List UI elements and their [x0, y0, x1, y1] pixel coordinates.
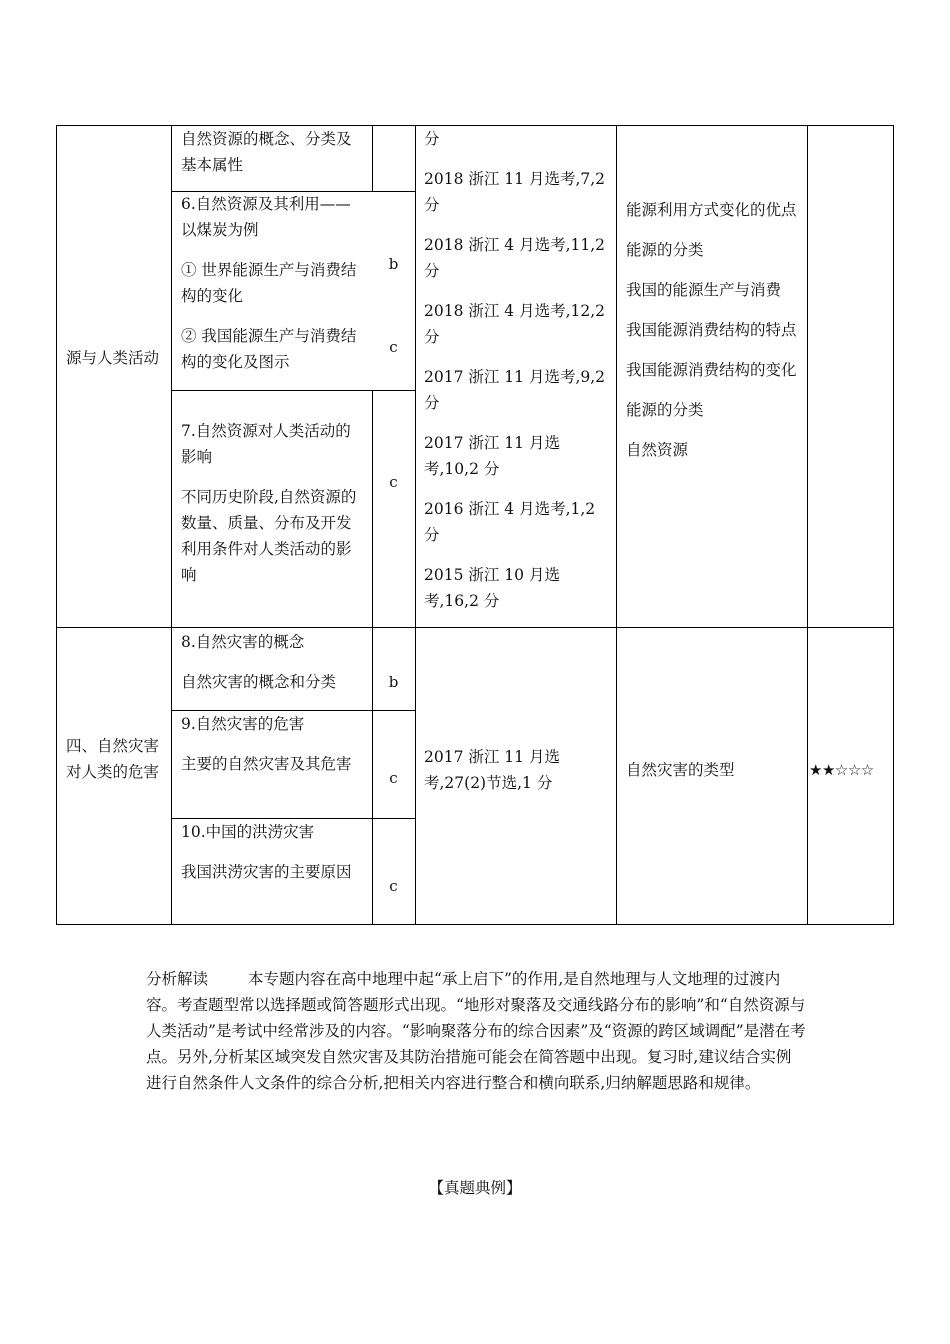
key-point: 能源的分类	[626, 401, 704, 419]
key-point: 我国的能源生产与消费	[626, 281, 782, 299]
column-divider	[807, 125, 808, 925]
item-divider	[171, 390, 415, 391]
level-badge: c	[389, 473, 398, 491]
item-cell	[181, 711, 363, 791]
level-badge: c	[389, 338, 398, 356]
difficulty-stars: ★★☆☆☆	[809, 761, 874, 779]
table-border-bottom	[56, 924, 894, 925]
level-badge: c	[389, 877, 398, 895]
key-point: 我国能源消费结构的变化	[626, 361, 797, 379]
item-detail: 不同历史阶段,自然资源的数量、质量、分布及开发利用条件对人类活动的影响	[181, 488, 357, 584]
item-title: 8.自然灾害的概念	[181, 633, 305, 651]
item-title: 自然资源的概念、分类及基本属性	[181, 130, 352, 174]
exam-entry: 2017 浙江 11 月选考,9,2 分	[424, 368, 606, 412]
item-title: 10.中国的洪涝灾害	[181, 823, 315, 841]
key-point: 能源利用方式变化的优点	[626, 201, 797, 219]
topic-cell	[66, 345, 162, 371]
item-detail: 自然灾害的概念和分类	[181, 673, 337, 691]
analysis-text: 本专题内容在高中地理中起“承上启下”的作用,是自然地理与人文地理的过渡内容。考查题型常以选择题或简答题形式出现。“地形对聚落及交通线路分布的影响”和“自然资源与人类活动”是考试中经常涉及的内容。“影响聚落分布的综合因素”及“资源的跨区域调配”是潜在考点。另外,分析某区域突发自然灾害及其防治措施可能会在简答题中出现。复习时,建议结合实例进行自然条件人文条件的综合分析,把相关内容进行整合和横向联系,归纳解题思路和规律。	[146, 970, 806, 1092]
exam-entry: 2018 浙江 4 月选考,12,2 分	[424, 302, 606, 346]
exam-entry: 2017 浙江 11 月选考,27(2)节选,1 分	[424, 748, 560, 792]
exam-entry: 分	[424, 130, 440, 148]
exam-entry: 2017 浙江 11 月选考,10,2 分	[424, 434, 560, 478]
table-border-left	[56, 125, 57, 925]
column-divider	[372, 125, 373, 191]
column-divider	[171, 125, 172, 925]
item-detail: 我国洪涝灾害的主要原因	[181, 863, 352, 881]
exam-entry: 2018 浙江 11 月选考,7,2 分	[424, 170, 606, 214]
column-divider	[616, 125, 617, 925]
key-point: 我国能源消费结构的特点	[626, 321, 797, 339]
item-title: 6.自然资源及其利用——以煤炭为例	[181, 195, 351, 239]
item-title: 7.自然资源对人类活动的影响	[181, 422, 351, 466]
item-cell	[181, 126, 363, 178]
key-point: 能源的分类	[626, 241, 704, 259]
analysis-paragraph	[146, 966, 806, 1096]
item-detail: ② 我国能源生产与消费结构的变化及图示	[181, 327, 357, 371]
key-point: 自然灾害的类型	[626, 761, 735, 779]
key-point: 自然资源	[626, 441, 689, 459]
item-cell	[181, 191, 363, 389]
item-title: 9.自然灾害的危害	[181, 715, 305, 733]
item-detail: 主要的自然灾害及其危害	[181, 755, 352, 773]
level-badge: b	[388, 255, 399, 273]
column-divider	[415, 125, 416, 925]
item-cell	[181, 629, 363, 709]
analysis-label: 分析解读	[146, 970, 209, 988]
exam-entry: 2016 浙江 4 月选考,1,2 分	[424, 500, 596, 544]
topic-label: 源与人类活动	[66, 349, 160, 367]
exam-entry: 2015 浙江 10 月选考,16,2 分	[424, 566, 560, 610]
item-cell	[181, 819, 363, 899]
exam-entry: 2018 浙江 4 月选考,11,2 分	[424, 236, 606, 280]
level-badge: b	[388, 673, 399, 691]
topic-cell	[66, 733, 162, 785]
exam-list	[424, 126, 610, 628]
key-points	[626, 197, 802, 477]
level-badge: c	[389, 769, 398, 787]
item-cell	[181, 418, 363, 602]
item-detail: ① 世界能源生产与消费结构的变化	[181, 261, 357, 305]
section-heading: 【真题典例】	[428, 1179, 522, 1197]
table-border-right	[893, 125, 894, 925]
topic-label: 四、自然灾害对人类的危害	[66, 737, 160, 781]
